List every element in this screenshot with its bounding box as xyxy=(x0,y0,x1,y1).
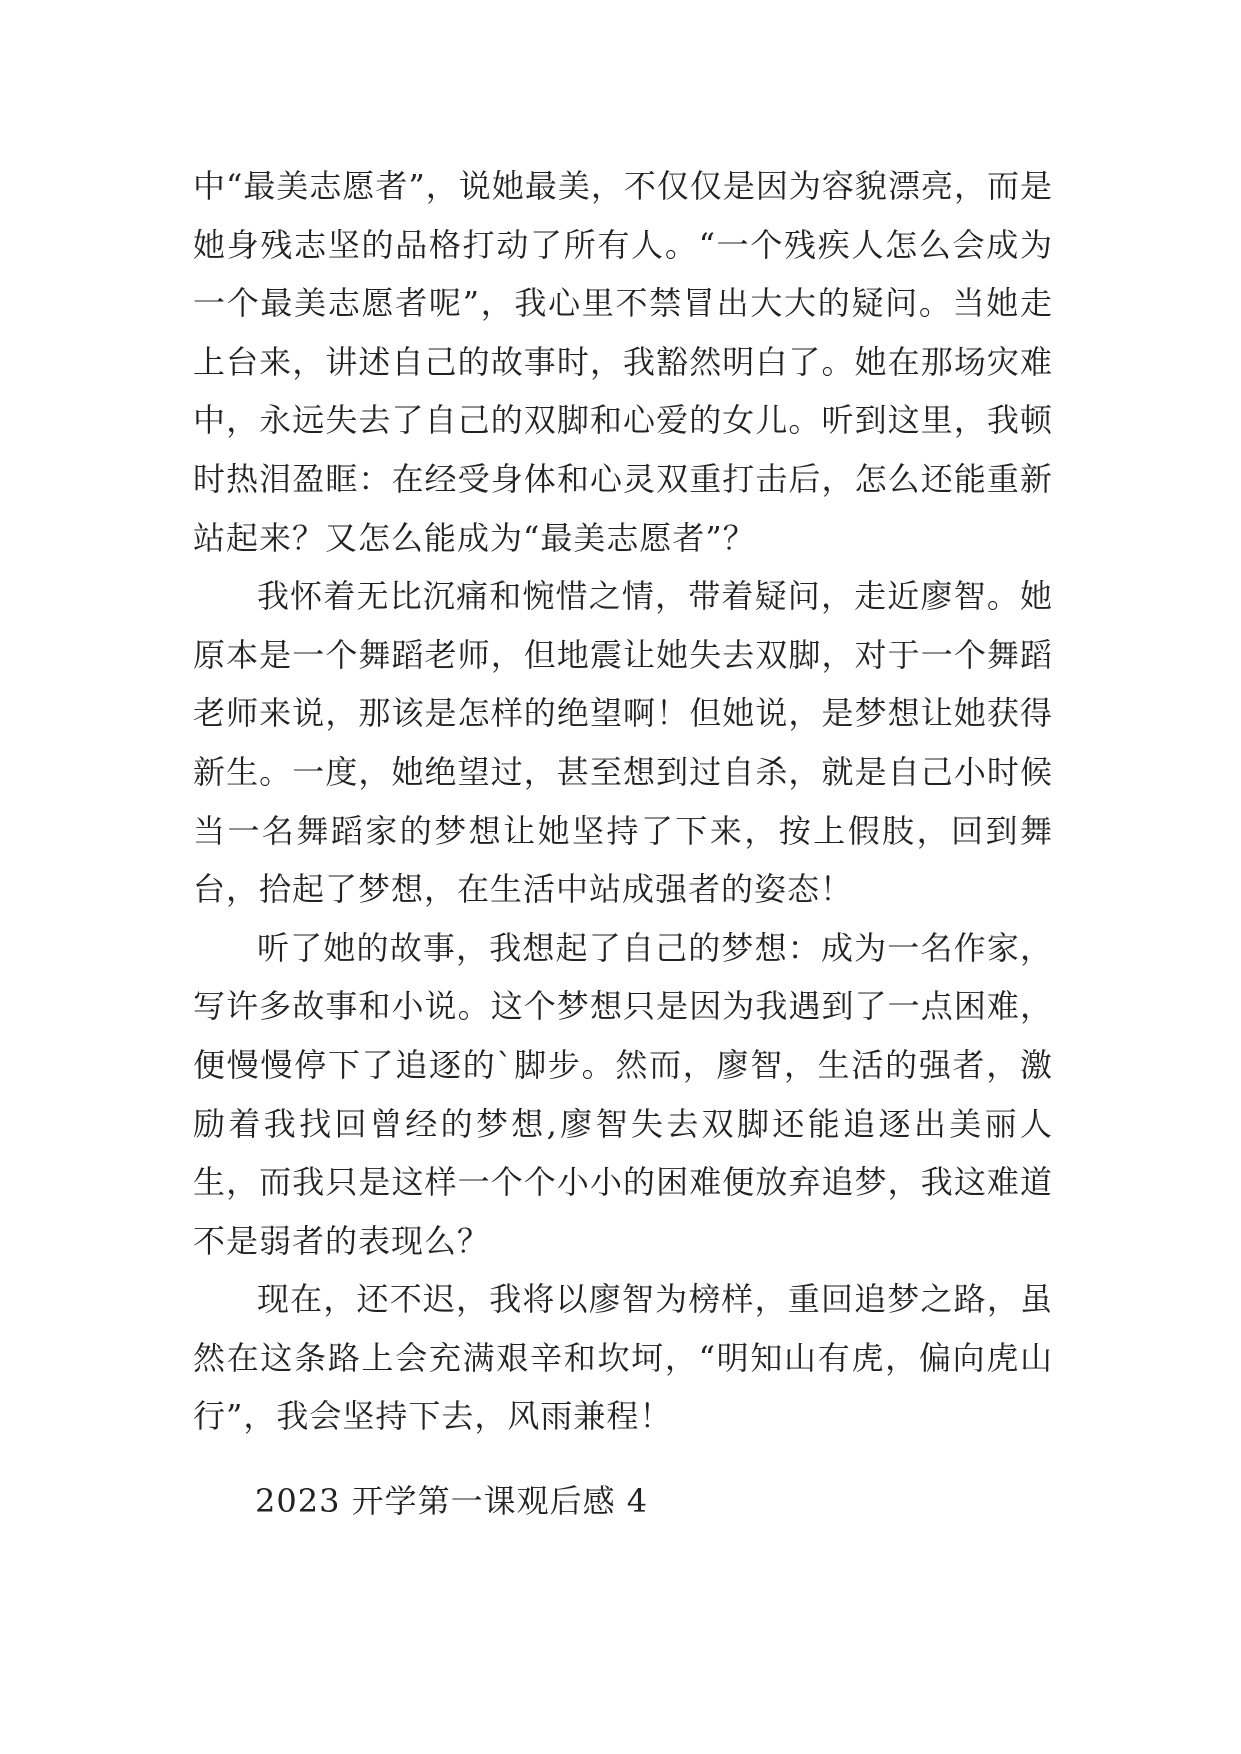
paragraph-conclusion: 现在，还不迟，我将以廖智为榜样，重回追梦之路，虽然在这条路上会充满艰辛和坎坷，“明知山有虎，偏向虎山行”，我会坚持下去，风雨兼程！ xyxy=(193,1280,1053,1436)
paragraph-liao-zhi-story: 我怀着无比沉痛和惋惜之情，带着疑问，走近廖智。她原本是一个舞蹈老师，但地震让她失去双脚，对于一个舞蹈老师来说，那该是怎样的绝望啊！但她说，是梦想让她获得新生。一度，她绝望过，甚至想到过自杀，就是自己小时候当一名舞蹈家的梦想让她坚持了下来，按上假肢，回到舞台，拾起了梦想，在生活中站成强者的姿态！ xyxy=(193,577,1053,909)
essay-body xyxy=(193,157,1053,1446)
paragraph-own-dream: 听了她的故事，我想起了自己的梦想：成为一名作家，写许多故事和小说。这个梦想只是因为我遇到了一点困难，便慢慢停下了追逐的`脚步。然而，廖智，生活的强者，激励着我找回曾经的梦想,廖智失去双脚还能追逐出美丽人生，而我只是这样一个个小小的困难便放弃追梦，我这难道不是弱者的表现么？ xyxy=(193,928,1053,1260)
paragraph-continuation: 中“最美志愿者”，说她最美，不仅仅是因为容貌漂亮，而是她身残志坚的品格打动了所有人。“一个残疾人怎么会成为一个最美志愿者呢”，我心里不禁冒出大大的疑问。当她走上台来，讲述自己的故事时，我豁然明白了。她在那场灾难中，永远失去了自己的双脚和心爱的女儿。听到这里，我顿时热泪盈眶：在经受身体和心灵双重打击后，怎么还能重新站起来？又怎么能成为“最美志愿者”？ xyxy=(193,167,1053,557)
section-heading: 2023 开学第一课观后感 4 xyxy=(255,1482,649,1520)
